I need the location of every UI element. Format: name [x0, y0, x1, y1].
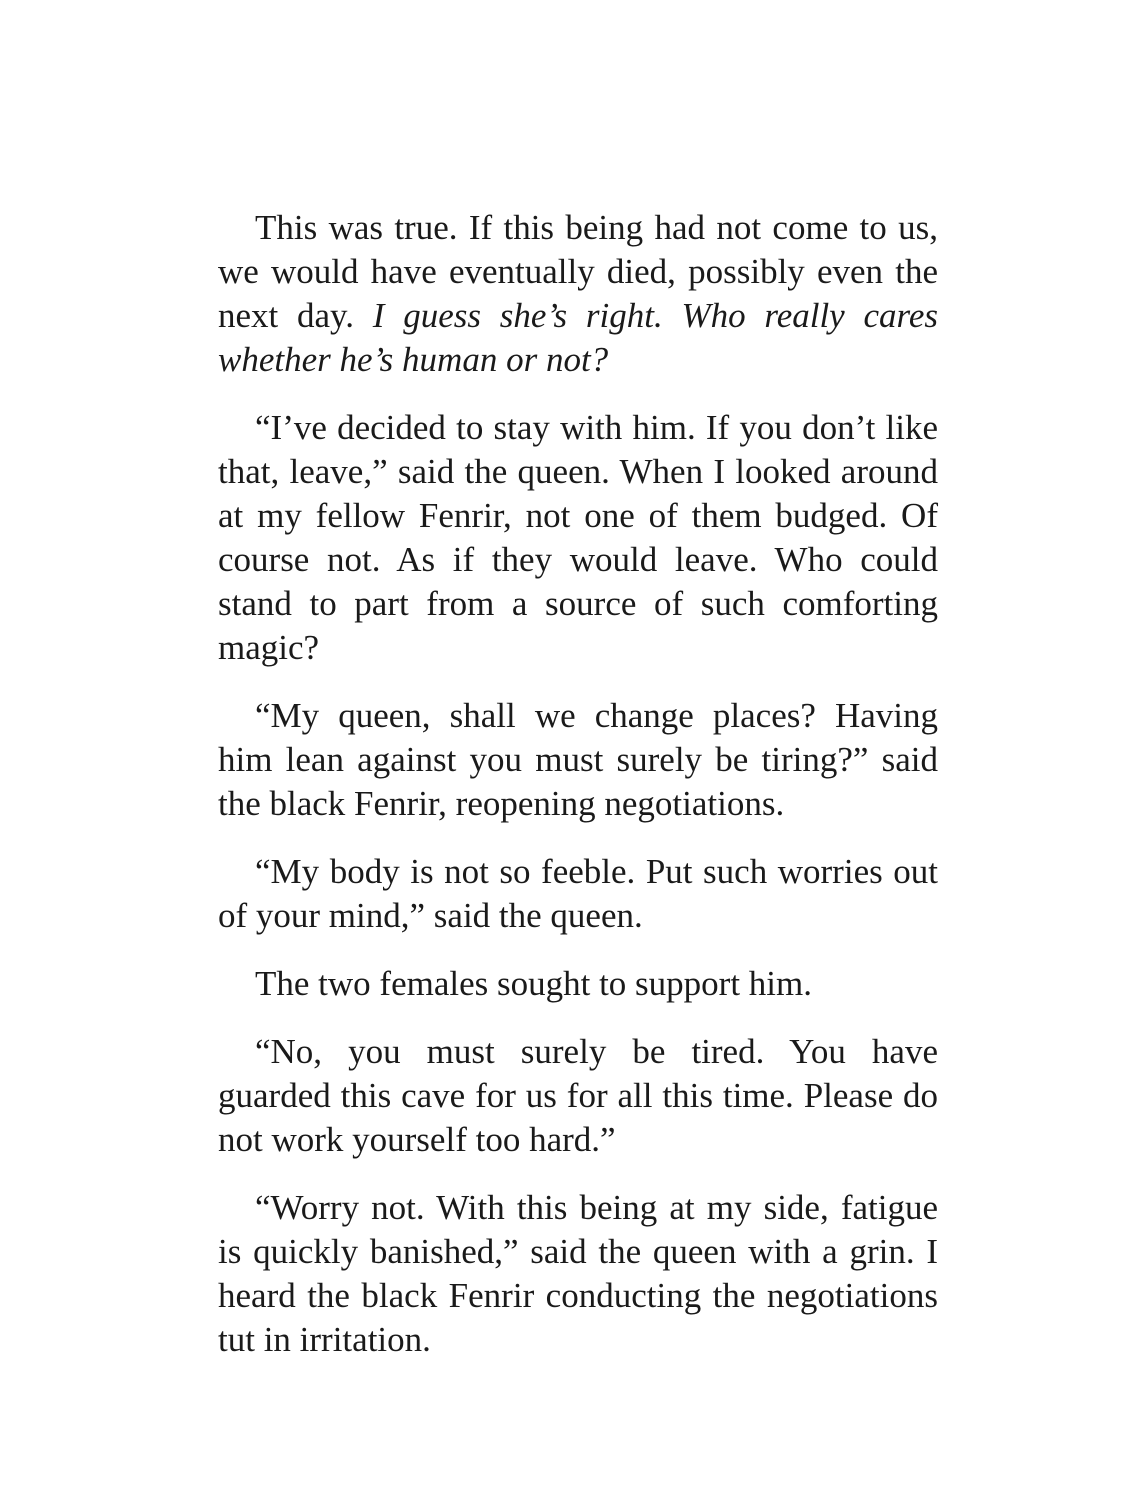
paragraph-4-text: “My body is not so feeble. Put such worries out of your mind,” said the queen.	[218, 852, 938, 935]
paragraph-2	[218, 406, 938, 670]
paragraph-5-text: The two females sought to support him.	[255, 964, 813, 1003]
paragraph-3-text: “My queen, shall we change places? Having him lean against you must surely be tiring?” said the black Fenrir, reopening negotiations.	[218, 696, 938, 823]
paragraph-6-text: “No, you must surely be tired. You have guarded this cave for us for all this time. Please do not work yourself too hard.”	[218, 1032, 938, 1159]
paragraph-7	[218, 1186, 938, 1362]
paragraph-2-text: “I’ve decided to stay with him. If you don’t like that, leave,” said the queen. When I looked around at my fellow Fenrir, not one of them budged. Of course not. As if they would leave. Who could stand to part from a source of such comforting magic?	[218, 408, 938, 667]
book-page-body	[218, 206, 938, 1362]
paragraph-3	[218, 694, 938, 826]
paragraph-5	[218, 962, 938, 1006]
paragraph-7-text: “Worry not. With this being at my side, fatigue is quickly banished,” said the queen with a grin. I heard the black Fenrir conducting the negotiations tut in irritation.	[218, 1188, 938, 1359]
paragraph-1-italic-thought: I guess she’s right. Who really cares whether he’s human or not?	[218, 296, 938, 379]
paragraph-4	[218, 850, 938, 938]
paragraph-6	[218, 1030, 938, 1162]
paragraph-1	[218, 206, 938, 382]
paragraph-1-text: This was true. If this being had not come to us, we would have eventually died, possibly even the next day.	[218, 208, 938, 335]
